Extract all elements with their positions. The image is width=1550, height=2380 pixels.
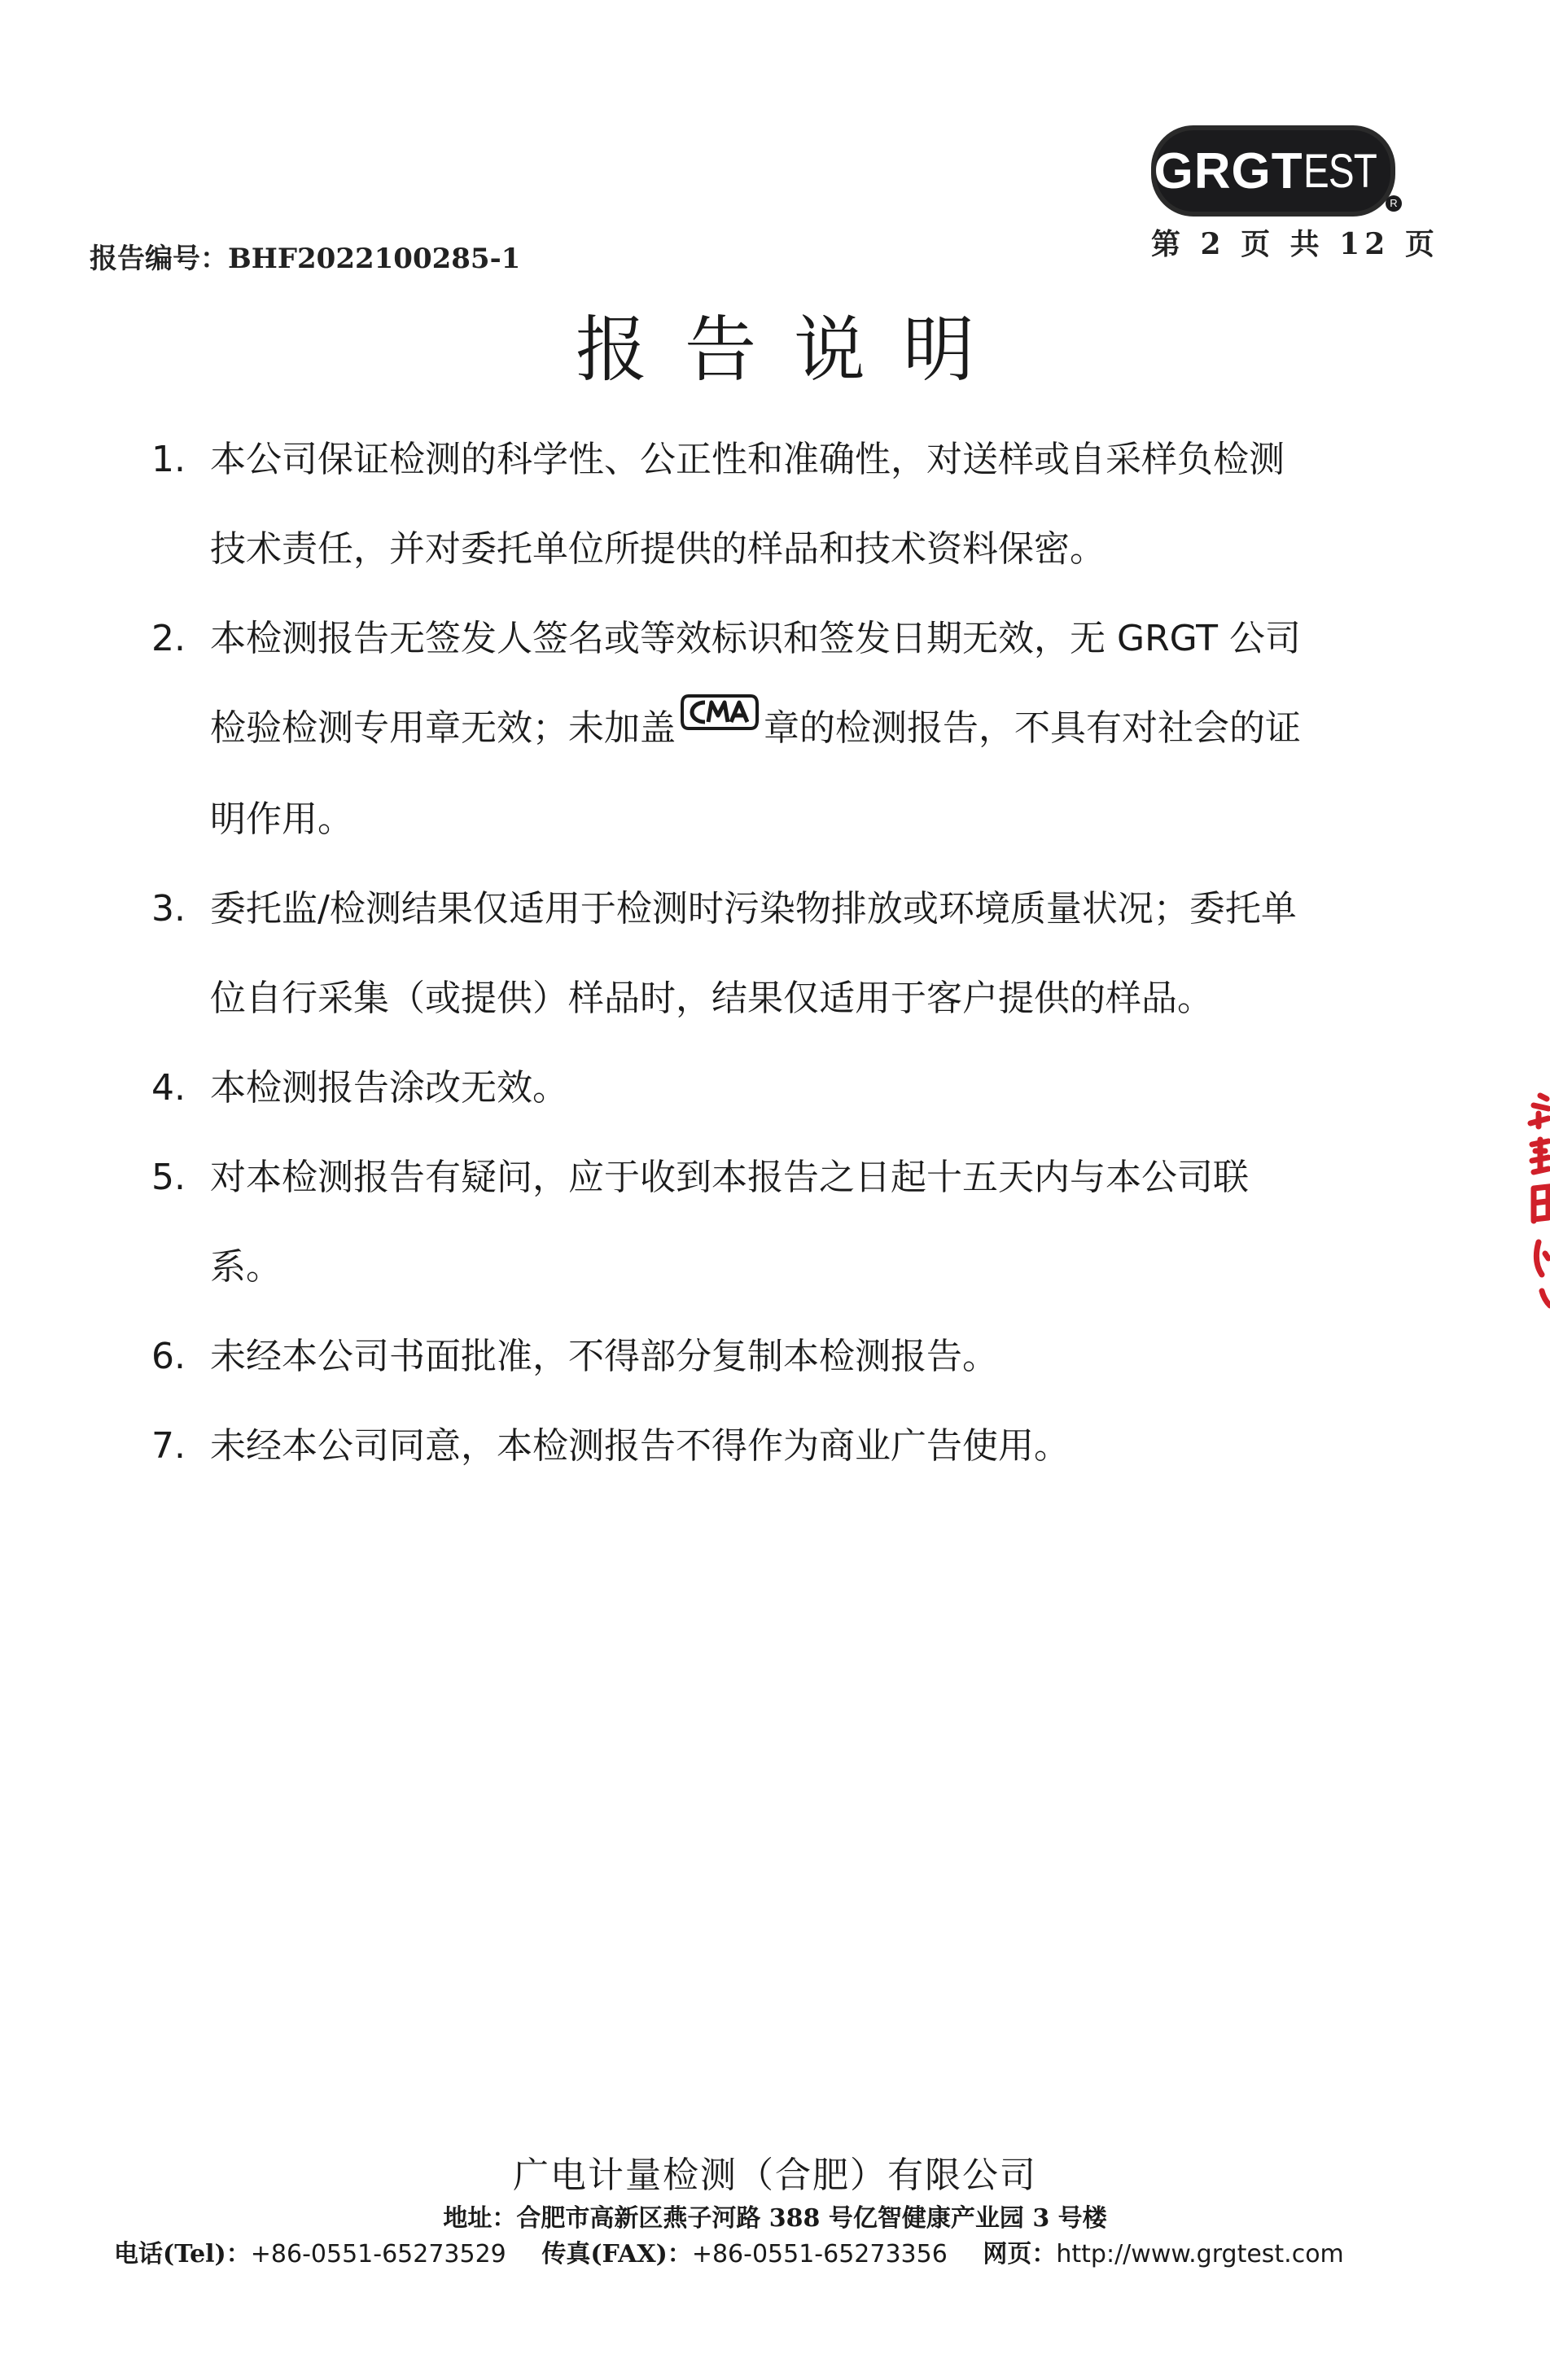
note-text: 本检测报告涂改无效。 xyxy=(210,1067,568,1109)
note-number: 4. xyxy=(151,1067,186,1109)
note-number: 3. xyxy=(151,888,186,930)
note-number: 7. xyxy=(151,1425,186,1467)
logo-text-bold: GRGT xyxy=(1154,142,1303,199)
fax-label: 传真(FAX)： xyxy=(541,2240,692,2268)
web-link[interactable]: http://www.grgtest.com xyxy=(1056,2240,1344,2268)
note-text: 未经本公司同意，本检测报告不得作为商业广告使用。 xyxy=(210,1425,1070,1467)
note-text: 本公司保证检测的科学性、公正性和准确性，对送样或自采样负检测技术责任，并对委托单位所提供的样品和技术资料保密。 xyxy=(210,439,1285,570)
cma-mark-icon xyxy=(681,677,759,767)
note-item-2 xyxy=(151,594,1316,864)
note-number: 5. xyxy=(151,1157,186,1198)
note-text-before: 本检测报告无签发人签名或等效标识和签发日期无效，无 GRGT 公司检验检测专用章无效；未加盖 xyxy=(210,618,1302,749)
tel-label: 电话(Tel)： xyxy=(114,2240,251,2268)
fax-value: +86-0551-65273356 xyxy=(691,2240,948,2268)
tel-value: +86-0551-65273529 xyxy=(250,2240,506,2268)
note-number: 2. xyxy=(151,618,186,659)
note-item-1 xyxy=(151,415,1316,594)
note-text-after: 章的检测报告，不具有对社会的证明作用。 xyxy=(210,707,1301,840)
note-item-6 xyxy=(151,1312,1316,1402)
note-text: 对本检测报告有疑问，应于收到本报告之日起十五天内与本公司联系。 xyxy=(210,1157,1249,1288)
note-number: 6. xyxy=(151,1336,186,1377)
note-item-7 xyxy=(151,1402,1316,1491)
report-number: 报告编号：BHF2022100285-1 xyxy=(90,243,521,275)
grgtest-logo xyxy=(1151,125,1395,217)
note-text: 未经本公司书面批准，不得部分复制本检测报告。 xyxy=(210,1336,998,1377)
page-number: 第 2 页 共 12 页 xyxy=(1151,227,1439,261)
logo-text-thin: EST xyxy=(1303,144,1377,198)
footer-address: 地址：合肥市高新区燕子河路 388 号亿智健康产业园 3 号楼 xyxy=(443,2204,1107,2233)
footer-company-name: 广电计量检测（合肥）有限公司 xyxy=(513,2155,1037,2196)
note-text xyxy=(210,594,1316,864)
note-item-3 xyxy=(151,864,1316,1043)
red-stamp-fragment-icon xyxy=(1516,1091,1550,1310)
note-number: 1. xyxy=(151,439,186,480)
footer-contact xyxy=(114,2233,1372,2269)
registered-mark-icon: R xyxy=(1386,195,1402,212)
note-item-4 xyxy=(151,1043,1316,1133)
note-item-5 xyxy=(151,1133,1316,1312)
notes-list xyxy=(151,415,1316,1491)
web-label: 网页： xyxy=(983,2240,1057,2268)
page-title: 报告说明 xyxy=(575,308,1012,392)
note-text: 委托监/检测结果仅适用于检测时污染物排放或环境质量状况；委托单位自行采集（或提供）样品时，结果仅适用于客户提供的样品。 xyxy=(210,888,1297,1019)
